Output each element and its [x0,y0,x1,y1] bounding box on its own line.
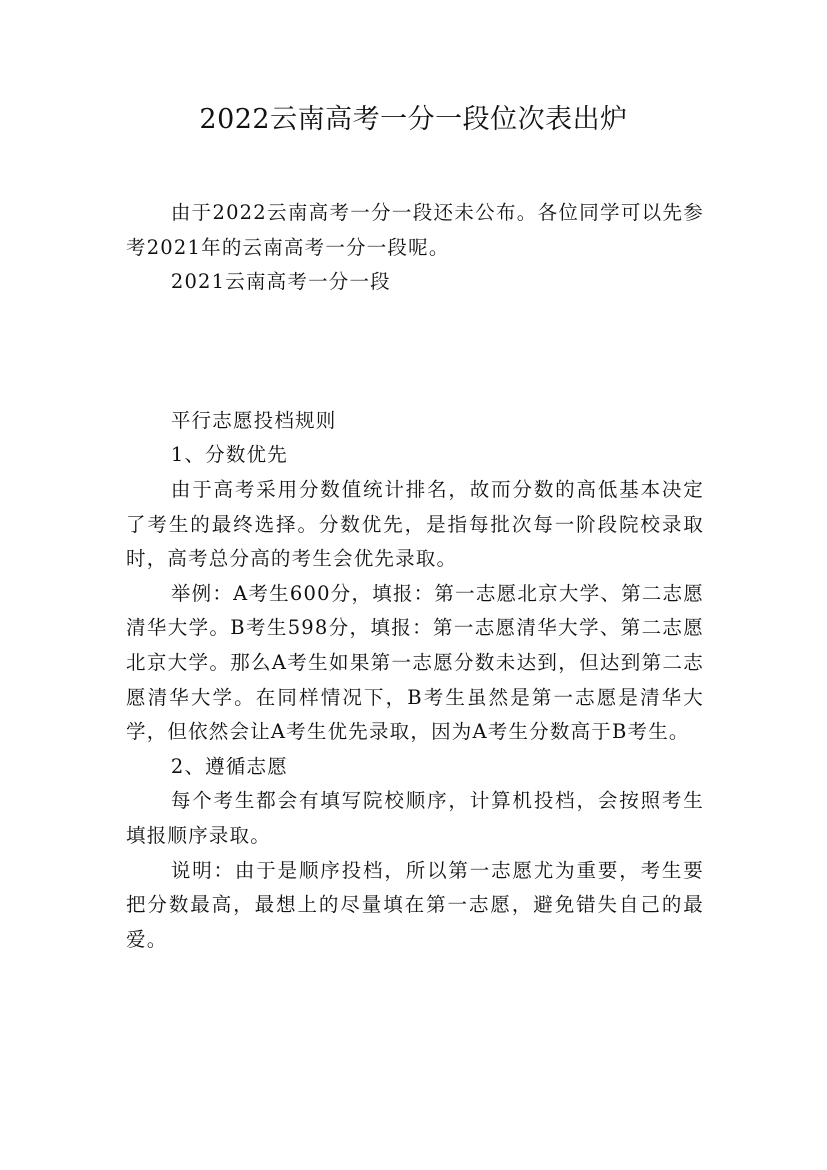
subheading-2021: 2021云南高考一分一段 [170,270,391,294]
document-body [126,196,704,957]
rules-heading: 平行志愿投档规则 [170,408,337,432]
intro-paragraph: 由于2022云南高考一分一段还未公布。各位同学可以先参考2021年的云南高考一分一段呢。 [126,201,704,259]
page-title: 2022云南高考一分一段位次表出炉 [199,104,628,135]
section1-heading: 1、分数优先 [170,443,288,467]
section1-paragraph-1: 由于高考采用分数值统计排名，故而分数的高低基本决定了考生的最终选择。分数优先，是指每批次每一阶段院校录取时，高考总分高的考生会优先录取。 [126,477,704,571]
section2-paragraph-2: 说明：由于是顺序投档，所以第一志愿尤为重要，考生要把分数最高，最想上的尽量填在第一志愿，避免错失自己的最爱。 [126,858,704,951]
section1-paragraph-2: 举例：A考生600分，填报：第一志愿北京大学、第二志愿清华大学。B考生598分，填报：第一志愿清华大学、第二志愿北京大学。那么A考生如果第一志愿分数未达到，但达到第二志愿清华大学。在同样情况下，B考生虽然是第一志愿是清华大学，但依然会让A考生优先录取，因为A考生分数高于B考生。 [126,581,704,744]
section2-paragraph-1: 每个考生都会有填写院校顺序，计算机投档，会按照考生填报顺序录取。 [126,789,704,847]
section2-heading: 2、遵循志愿 [170,754,288,778]
missing-table-space [126,300,704,404]
